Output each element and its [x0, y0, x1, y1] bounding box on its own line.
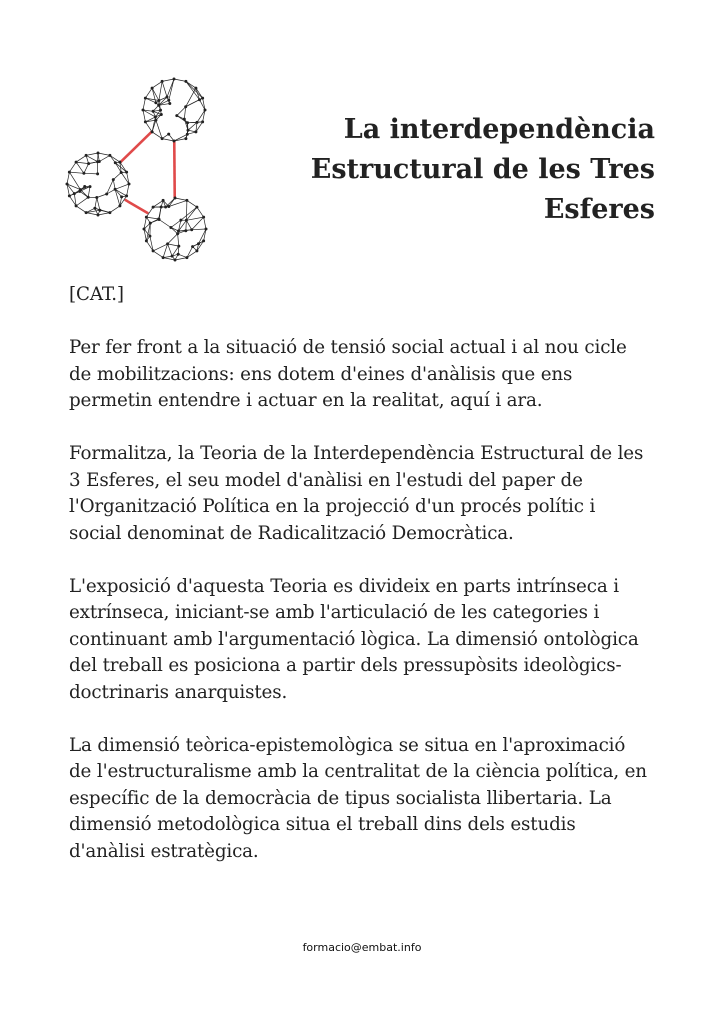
text-line: específic de la democràcia de tipus socialista llibertaria. La: [69, 787, 612, 809]
text-line: d'anàlisi estratègica.: [69, 840, 259, 862]
text-line: Per fer front a la situació de tensió social actual i al nou cicle: [69, 337, 627, 358]
text-line: dimensió metodològica situa el treball dins dels estudis: [69, 814, 576, 835]
text-line: continuant amb l'argumentació lògica. La dimensió ontològica: [69, 628, 639, 650]
text-line: del treball es posiciona a partir dels pressupòsits ideològics-: [69, 655, 622, 676]
network-sphere-icon: [143, 197, 208, 262]
title-line-3: Esferes: [543, 194, 655, 225]
page-title: [275, 110, 655, 230]
text-line: de mobilitzacions: ens dotem d'eines d'anàlisis que ens: [69, 363, 573, 385]
text-line: de l'estructuralisme amb la centralitat de la ciència política, en: [69, 761, 647, 782]
language-tag: [CAT.]: [69, 284, 124, 305]
three-spheres-logo-icon: [58, 70, 218, 270]
text-line: 3 Esferes, el seu model d'anàlisi en l'estudi del paper de: [69, 469, 583, 491]
body-text: [69, 282, 669, 892]
text-line: extrínseca, iniciant-se amb l'articulació de les categories i: [69, 602, 600, 623]
text-line: social denominat de Radicalització Democràtica.: [69, 522, 514, 544]
title-line-2: Estructural de les Tres: [310, 154, 655, 185]
network-sphere-icon: [66, 152, 131, 217]
paragraph-3: [69, 574, 669, 707]
footer-email: formacio@embat.info: [302, 941, 422, 954]
paragraph-2: [69, 441, 669, 547]
paragraph-1: [69, 335, 669, 415]
text-line: La dimensió teòrica-epistemològica se situa en l'aproximació: [69, 734, 626, 756]
text-line: Formalitza, la Teoria de la Interdependència Estructural de les: [69, 443, 644, 464]
paragraph-4: [69, 733, 669, 866]
network-sphere-icon: [142, 78, 207, 143]
text-line: L'exposició d'aquesta Teoria es divideix en parts intrínseca i: [69, 575, 619, 597]
text-line: doctrinaris anarquistes.: [69, 681, 288, 703]
text-line: l'Organització Política en la projecció d'un procés polític i: [69, 496, 596, 517]
title-line-1: La interdependència: [343, 114, 655, 145]
text-line: permetin entendre i actuar en la realitat, aquí i ara.: [69, 390, 543, 411]
